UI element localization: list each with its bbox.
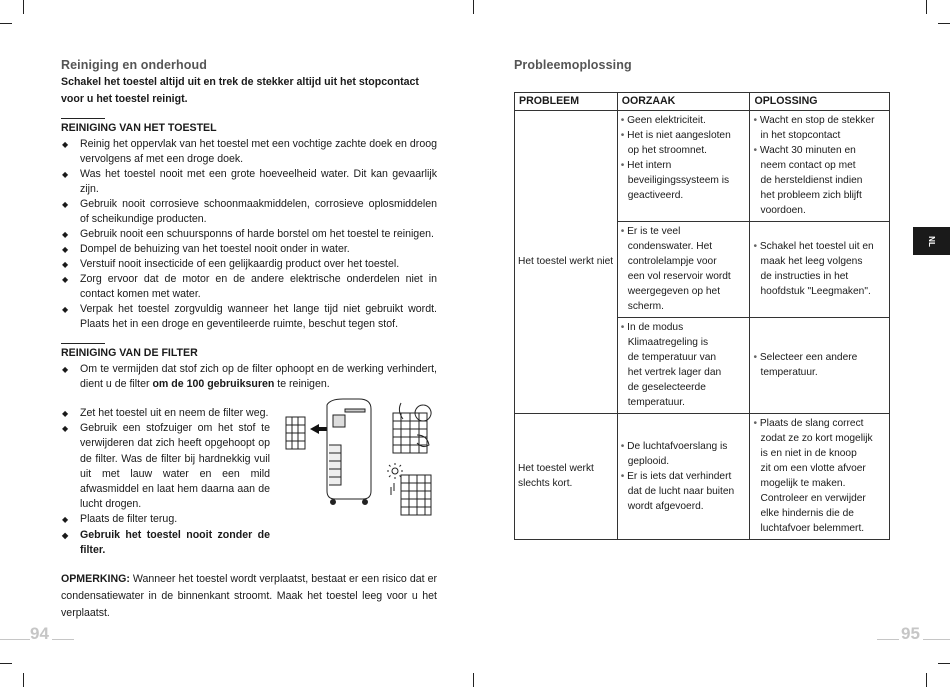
intro-warning: Schakel het toestel altijd uit en trek de stekker altijd uit het stopcontact voor u het toestel reinigt. — [61, 76, 419, 105]
list-item: ◆ Reinig het oppervlak van het toestel met een vochtige zachte doek en droog vervolgens af met een droge doek. — [62, 138, 437, 165]
list-item: ◆ Verpak het toestel zorgvuldig wanneer het lange tijd niet gebruikt wordt. Plaats het in een droge en geventileerde ruimte, beschut tegen stof. — [62, 303, 437, 330]
section-heading-device: REINIGING VAN HET TOESTEL — [61, 122, 217, 134]
page-number-right: 95 — [901, 624, 920, 643]
page-rule — [923, 639, 950, 640]
diamond-bullet-icon: ◆ — [62, 245, 69, 254]
list-item: ◆ Zet het toestel uit en neem de filter weg. — [61, 406, 270, 421]
filter-drying-icon — [387, 463, 431, 515]
column-header-solution: OPLOSSING — [750, 93, 890, 111]
cause-cell: • Geen elektriciteit. • Het is niet aangesloten op het stroomnet. • Het intern beveiligingssysteem is geactiveerd. — [617, 111, 750, 222]
diamond-bullet-icon: ◆ — [62, 275, 69, 284]
crop-mark — [938, 663, 950, 664]
section-rule — [61, 118, 105, 119]
list-item: ◆ Was het toestel nooit met een grote hoeveelheid water. Dit kan gevaarlijk zijn. — [62, 168, 437, 195]
column-header-problem: PROBLEEM — [515, 93, 618, 111]
cause-cell: • In de modus Klimaatregeling is de temperatuur van het vertrek lager dan de geselecteerde temperatuur. — [617, 318, 750, 414]
page-title-left: Reiniging en onderhoud — [61, 58, 207, 72]
section-rule — [61, 343, 105, 344]
filter-cleaning-illustration — [283, 395, 439, 521]
list-item: ◆ Gebruik het toestel nooit zonder de filter. — [62, 528, 270, 556]
filter-vacuum-icon — [393, 403, 431, 453]
troubleshooting-table — [514, 92, 890, 540]
list-item: ◆ Gebruik een stofzuiger om het stof te verwijderen dat zich heeft opgehoopt op de filter. Was de filter bij hardnekkig vuil uit met lauw water en een mild afwasmiddel en laat hem daarna aan de lucht drogen. — [62, 422, 270, 511]
diamond-bullet-icon: ◆ — [62, 230, 69, 239]
diamond-bullet-icon: ◆ — [62, 140, 69, 149]
diamond-bullet-icon: ◆ — [62, 305, 69, 314]
page-title-right: Probleemoplossing — [514, 58, 632, 72]
problem-cell: Het toestel werkt niet — [515, 111, 618, 414]
diamond-bullet-icon: ◆ — [62, 530, 69, 540]
diamond-bullet-icon: ◆ — [62, 365, 69, 374]
table-row — [515, 414, 890, 540]
list-item: ◆ Dompel de behuizing van het toestel nooit onder in water. — [62, 243, 350, 255]
solution-cell: • Selecteer een andere temperatuur. — [750, 318, 890, 414]
language-tab: NL — [913, 227, 950, 255]
crop-mark — [473, 673, 474, 687]
section-heading-filter: REINIGING VAN DE FILTER — [61, 347, 198, 359]
table-header-row — [515, 93, 890, 111]
list-item: ◆ Plaats de filter terug. — [61, 512, 270, 527]
table-row — [515, 111, 890, 222]
problem-cell: Het toestel werkt slechts kort. — [515, 414, 618, 540]
crop-mark — [926, 0, 927, 14]
cause-cell: • De luchtafvoerslang is geplooid. • Er is iets dat verhindert dat de lucht naar buiten wordt afgevoerd. — [617, 414, 750, 540]
list-item: ◆ Gebruik nooit corrosieve schoonmaakmiddelen, corrosieve oplosmiddelen of scheikundige producten. — [62, 198, 437, 225]
list-item: ◆ Gebruik nooit een schuursponns of harde borstel om het toestel te reinigen. — [62, 228, 434, 240]
diamond-bullet-icon: ◆ — [62, 200, 69, 209]
filter-intro-list — [61, 362, 437, 392]
solution-cell: • Schakel het toestel uit en maak het leeg volgens de instructies in het hoofdstuk "Leegmaken". — [750, 222, 890, 318]
filter-steps-list — [61, 406, 270, 558]
crop-mark — [23, 0, 24, 14]
page-number-left: 94 — [30, 624, 49, 643]
list-item: ◆ Om te vermijden dat stof zich op de filter ophoopt en de werking verhindert, dient u de filter om de 100 gebruiksuren te reinigen. — [62, 363, 437, 390]
diamond-bullet-icon: ◆ — [62, 515, 69, 525]
diamond-bullet-icon: ◆ — [62, 409, 69, 418]
page-rule — [0, 639, 30, 640]
cause-cell: • Er is te veel condenswater. Het controlelampje voor een vol reservoir wordt weergegeven op het scherm. — [617, 222, 750, 318]
page-rule — [52, 639, 74, 640]
solution-cell: • Wacht en stop de stekker in het stopcontact • Wacht 30 minuten en neem contact op met de hersteldienst indien het probleem zich blijft voordoen. — [750, 111, 890, 222]
note-paragraph: OPMERKING: Wanneer het toestel wordt verplaatst, bestaat er een risico dat er condensatiewater in de binnenkant stroomt. Maak het toestel leeg voor u het verplaatst. — [61, 573, 437, 619]
arrow-left-icon — [310, 424, 327, 434]
filter-grid-icon — [286, 417, 305, 449]
diamond-bullet-icon: ◆ — [62, 170, 69, 179]
diamond-bullet-icon: ◆ — [62, 260, 69, 269]
diamond-bullet-icon: ◆ — [62, 424, 69, 434]
crop-mark — [473, 0, 474, 14]
list-item: ◆ Zorg ervoor dat de motor en de andere elektrische onderdelen niet in contact komen met water. — [62, 273, 437, 300]
solution-cell: • Plaats de slang correct zodat ze zo kort mogelijk is en niet in de knoop zit om een vlotte afvoer mogelijk te maken. Controleer en verwijder elke hindernis die de luchtafvoer belemmert. — [750, 414, 890, 540]
crop-mark — [0, 23, 12, 24]
crop-mark — [926, 673, 927, 687]
page-rule — [877, 639, 899, 640]
device-cleaning-list — [61, 137, 437, 332]
crop-mark — [938, 23, 950, 24]
air-conditioner-icon — [327, 399, 371, 505]
list-item: ◆ Verstuif nooit insecticide of een gelijkaardig product over het toestel. — [62, 258, 400, 270]
crop-mark — [23, 673, 24, 687]
crop-mark — [0, 663, 12, 664]
column-header-cause: OORZAAK — [617, 93, 750, 111]
